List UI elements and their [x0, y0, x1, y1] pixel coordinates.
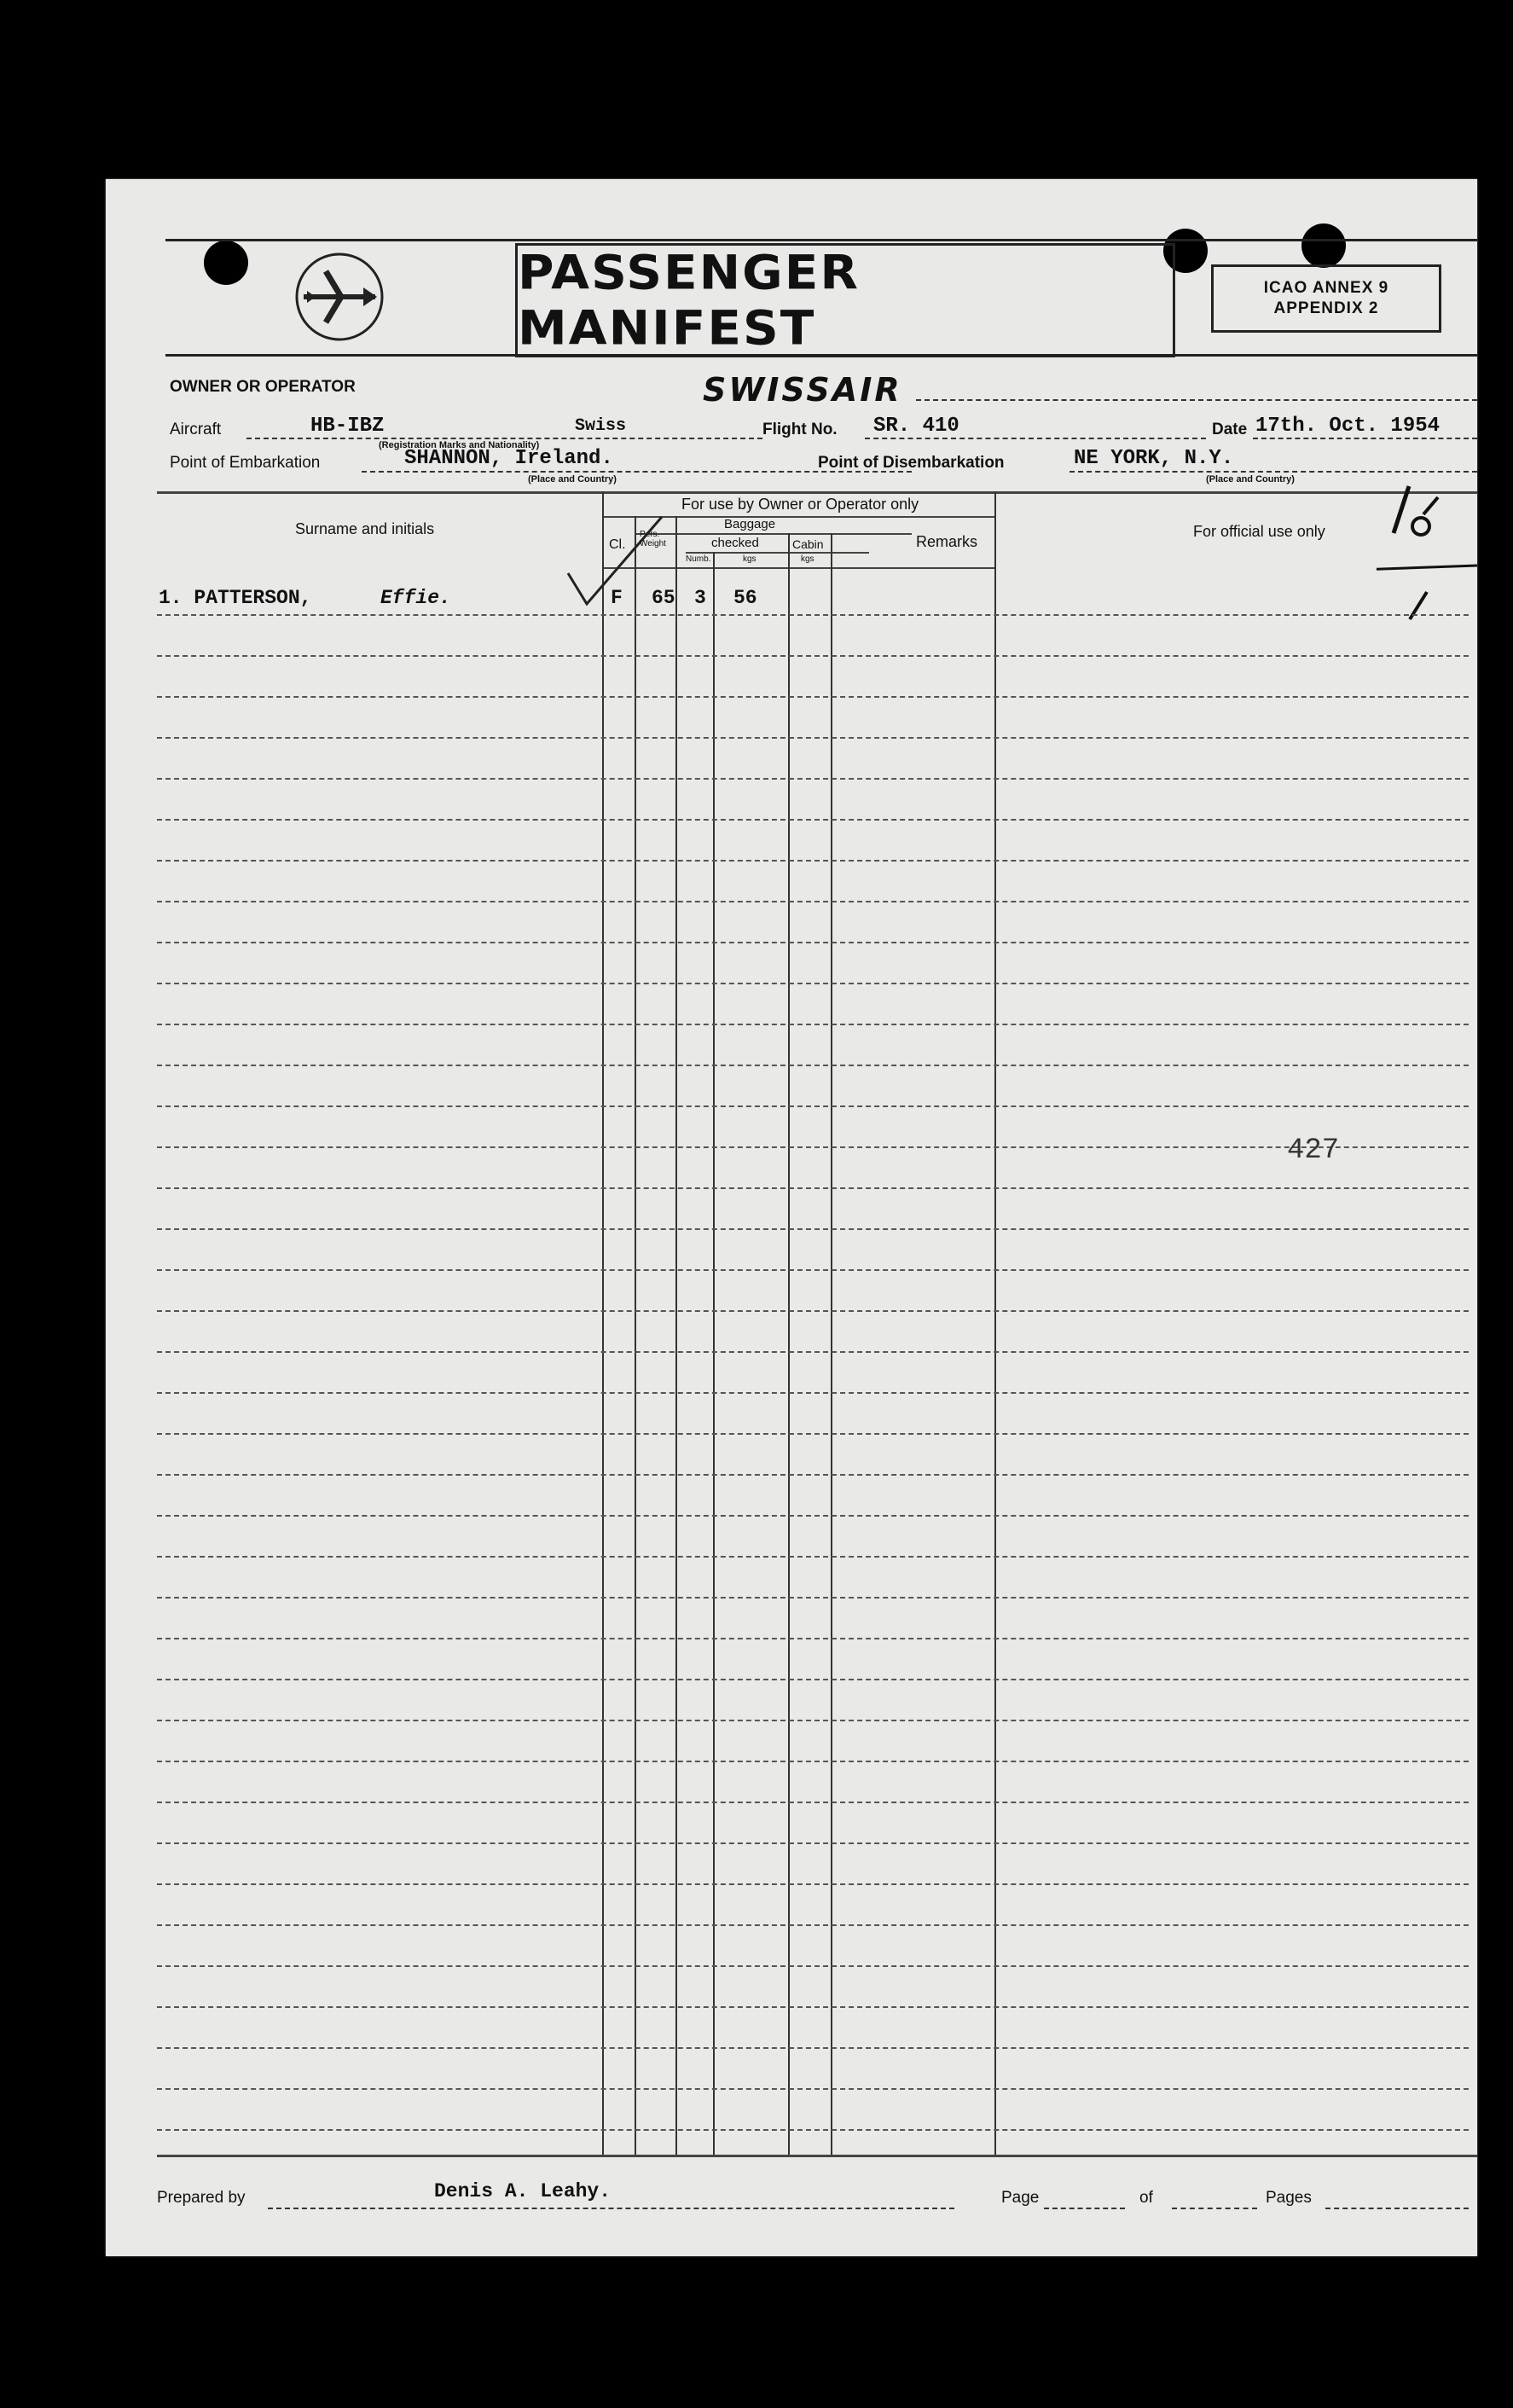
passenger-weight: 65 [652, 587, 675, 609]
table-row-line [157, 655, 1469, 657]
embarkation-value: SHANNON, Ireland. [404, 447, 613, 470]
punch-hole [204, 241, 248, 285]
owner-value: SWISSAIR [703, 371, 902, 409]
table-row-line [157, 1802, 1469, 1803]
baggage-pieces: 3 [694, 587, 706, 609]
page-title: PASSENGER MANIFEST [518, 245, 861, 356]
prepared-by-label: Prepared by [157, 2189, 246, 2207]
table-row-line [157, 2047, 1469, 2049]
passenger-surname: 1. PATTERSON, [159, 587, 312, 609]
col-divider-weight [675, 516, 677, 2155]
col-divider-remarks [994, 491, 996, 2155]
owner-use-header: For use by Owner or Operator only [681, 496, 919, 513]
table-top-rule [157, 491, 1477, 494]
number-subheader: Numb. [686, 554, 711, 564]
cl-column-header: Cl. [609, 537, 626, 552]
table-row-line [157, 901, 1469, 902]
table-row-line [157, 1761, 1469, 1762]
date-underline [1253, 438, 1477, 439]
table-row-line [157, 1228, 1469, 1230]
passenger-initials: Effie. [380, 587, 451, 609]
page-underline [1044, 2208, 1125, 2209]
checked-header: checked [711, 536, 759, 550]
date-value: 17th. Oct. 1954 [1255, 415, 1441, 438]
table-row-line [157, 942, 1469, 943]
table-row-line [157, 737, 1469, 739]
punch-hole [1301, 223, 1346, 268]
table-bottom-rule [157, 2155, 1477, 2157]
prepared-by-value: Denis A. Leahy. [434, 2180, 612, 2202]
disembarkation-value: NE YORK, N.Y. [1074, 447, 1234, 470]
table-row-line [157, 1392, 1469, 1394]
name-column-header: Surname and initials [295, 520, 435, 537]
of-underline [1172, 2208, 1257, 2209]
prepared-by-underline [268, 2208, 954, 2209]
pers-weight-header: Pers. Weight [640, 530, 666, 548]
table-row-line [157, 1433, 1469, 1435]
pages-label: Pages [1266, 2189, 1312, 2207]
table-row-line [157, 1638, 1469, 1639]
col-divider-name [602, 491, 604, 2155]
official-use-header: For official use only [1193, 523, 1325, 540]
table-row-line [157, 983, 1469, 984]
page-label: Page [1001, 2189, 1040, 2207]
col-divider-pieces [713, 552, 715, 2155]
passenger-class: F [611, 587, 623, 609]
table-row-line [157, 1065, 1469, 1066]
flight-underline [865, 438, 1206, 439]
col-divider-kgs [788, 533, 790, 2155]
baggage-kgs: 56 [733, 587, 757, 609]
table-row-line [157, 1310, 1469, 1312]
owner-underline [916, 399, 1477, 401]
table-row-line [157, 1146, 1469, 1148]
table-row-line [157, 778, 1469, 780]
table-row-line [157, 1269, 1469, 1271]
disembarkation-label: Point of Disembarkation [818, 454, 1005, 472]
of-label: of [1139, 2189, 1153, 2207]
table-row-line [157, 1187, 1469, 1189]
table-row-line [157, 1474, 1469, 1476]
col-divider-cl [635, 516, 636, 2155]
table-row-line [157, 1515, 1469, 1517]
table-row-line [157, 2129, 1469, 2131]
table-row-line [157, 819, 1469, 821]
icao-annex: ICAO ANNEX 9 [1263, 279, 1389, 297]
table-row-line [157, 1965, 1469, 1967]
pages-underline [1325, 2208, 1469, 2209]
table-row-line [157, 860, 1469, 862]
aircraft-label: Aircraft [170, 421, 222, 438]
table-row-line [157, 696, 1469, 698]
disembarkation-caption: (Place and Country) [1206, 474, 1295, 485]
table-row-line [157, 1679, 1469, 1680]
table-row-line [157, 614, 1469, 616]
owner-label: OWNER OR OPERATOR [170, 378, 356, 396]
table-row-line [157, 1842, 1469, 1844]
table-row-line [157, 1024, 1469, 1025]
table-row-line [157, 1597, 1469, 1599]
disembarkation-underline [1070, 471, 1477, 473]
header-top-rule [165, 239, 1477, 241]
table-row-line [157, 1883, 1469, 1885]
manifest-sheet [106, 179, 1477, 2256]
flight-label: Flight No. [762, 421, 838, 438]
page-stamp-number: 427 [1287, 1134, 1340, 1167]
col-divider-cabin [831, 533, 832, 2155]
official-mark-icon [1377, 482, 1477, 576]
date-label: Date [1212, 421, 1248, 438]
embarkation-caption: (Place and Country) [528, 474, 617, 485]
table-row-line [157, 2006, 1469, 2008]
embarkation-label: Point of Embarkation [170, 454, 321, 472]
icao-appendix: APPENDIX 2 [1273, 299, 1379, 317]
table-row-line [157, 2088, 1469, 2090]
airline-logo-icon [288, 250, 391, 344]
registration-caption: (Registration Marks and Nationality) [379, 440, 540, 450]
title-box [515, 243, 1175, 357]
tick-mark-icon [1406, 589, 1432, 623]
table-row-line [157, 1720, 1469, 1721]
remarks-header: Remarks [916, 533, 978, 550]
table-row-line [157, 1924, 1469, 1926]
table-row-line [157, 1105, 1469, 1107]
kgs-subheader: kgs [743, 554, 756, 564]
cabin-header: Cabin [792, 537, 824, 551]
nationality-value: Swiss [575, 416, 627, 436]
cabin-kgs-subheader: kgs [801, 554, 814, 564]
icao-reference-box [1211, 264, 1441, 333]
flight-value: SR. 410 [873, 415, 959, 438]
baggage-header: Baggage [724, 517, 776, 531]
table-row-line [157, 1351, 1469, 1353]
aircraft-underline [246, 438, 762, 439]
aircraft-value: HB-IBZ [310, 415, 385, 438]
table-row-line [157, 1556, 1469, 1558]
